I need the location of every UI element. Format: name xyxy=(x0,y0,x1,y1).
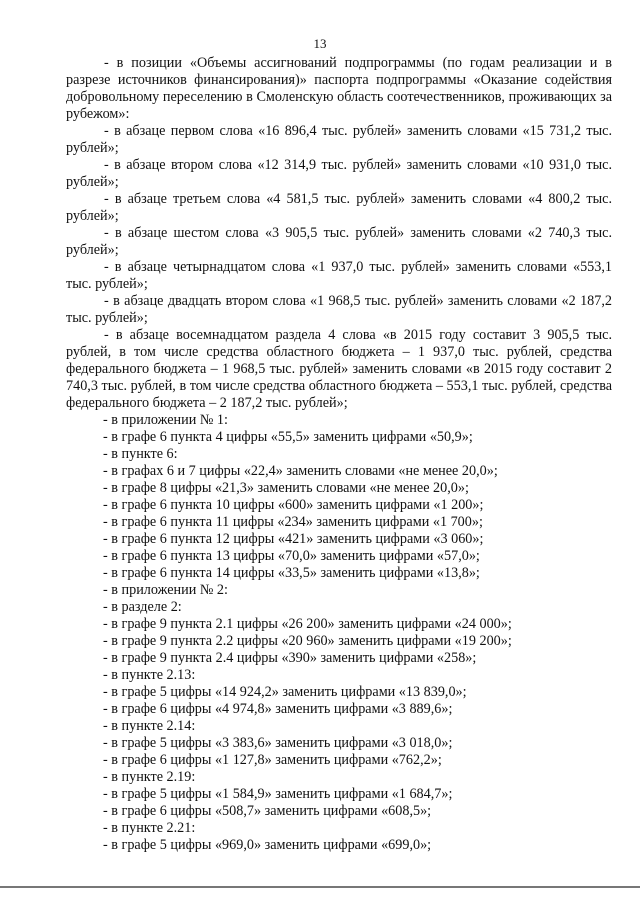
paragraph-abzac-2: - в абзаце втором слова «12 314,9 тыс. рублей» заменить словами «10 931,0 тыс. рублей»; xyxy=(66,157,612,190)
list-item: - в графах 6 и 7 цифры «22,4» заменить словами «не менее 20,0»; xyxy=(103,463,498,479)
page-number: 13 xyxy=(313,36,327,51)
list-item: - в пункте 2.13: xyxy=(103,667,196,683)
paragraph-section-4: - в абзаце восемнадцатом раздела 4 слова «в 2015 году составит 3 905,5 тыс. рублей, в том числе средства областного бюджета – 1 937,0 тыс. рублей, средства федерального бюджета – 1 968,5 тыс. рублей» заменить словами «в 2015 году составит 2 740,3 тыс. рублей, в том числе средства областного бюджета – 553,1 тыс. рублей, средства федерального бюджета – 2 187,2 тыс. рублей»; xyxy=(66,327,612,411)
paragraph-abzac-6: - в абзаце шестом слова «3 905,5 тыс. рублей» заменить словами «2 740,3 тыс. рублей»; xyxy=(66,225,612,258)
list-item: - в графе 5 цифры «3 383,6» заменить цифрами «3 018,0»; xyxy=(103,735,453,751)
paragraph-section-allocations: - в позиции «Объемы ассигнований подпрограммы (по годам реализации и в разрезе источников финансирования)» паспорта подпрограммы «Оказание содействия добровольному переселению в Смоленскую область соотечественников, проживающих за рубежом»: xyxy=(66,55,612,122)
list-item: - в графе 6 цифры «508,7» заменить цифрами «608,5»; xyxy=(103,803,432,819)
paragraph-abzac-22: - в абзаце двадцать втором слова «1 968,5 тыс. рублей» заменить словами «2 187,2 тыс. рублей»; xyxy=(66,293,612,326)
list-item: - в графе 5 цифры «969,0» заменить цифрами «699,0»; xyxy=(103,837,432,853)
list-item: - в пункте 2.19: xyxy=(103,769,196,785)
list-item: - в графе 8 цифры «21,3» заменить словами «не менее 20,0»; xyxy=(103,480,469,496)
list-item: - в графе 6 пункта 13 цифры «70,0» заменить цифрами «57,0»; xyxy=(103,548,480,564)
list-item: - в графе 6 пункта 10 цифры «600» заменить цифрами «1 200»; xyxy=(103,497,484,513)
paragraph-abzac-1: - в абзаце первом слова «16 896,4 тыс. рублей» заменить словами «15 731,2 тыс. рублей»; xyxy=(66,123,612,156)
list-item: - в графе 9 пункта 2.1 цифры «26 200» заменить цифрами «24 000»; xyxy=(103,616,512,632)
paragraph-abzac-3: - в абзаце третьем слова «4 581,5 тыс. рублей» заменить словами «4 800,2 тыс. рублей»; xyxy=(66,191,612,224)
list-item: - в графе 6 пункта 4 цифры «55,5» заменить цифрами «50,9»; xyxy=(103,429,473,445)
list-item: - в графе 6 пункта 14 цифры «33,5» заменить цифрами «13,8»; xyxy=(103,565,480,581)
list-item: - в пункте 2.21: xyxy=(103,820,196,836)
list-item: - в графе 9 пункта 2.2 цифры «20 960» заменить цифрами «19 200»; xyxy=(103,633,512,649)
list-item: - в графе 9 пункта 2.4 цифры «390» заменить цифрами «258»; xyxy=(103,650,477,666)
list-item: - в графе 5 цифры «14 924,2» заменить цифрами «13 839,0»; xyxy=(103,684,467,700)
list-item: - в графе 6 пункта 12 цифры «421» заменить цифрами «3 060»; xyxy=(103,531,484,547)
list-item: - в графе 6 цифры «1 127,8» заменить цифрами «762,2»; xyxy=(103,752,442,768)
page-edge-divider xyxy=(0,886,640,888)
list-item: - в пункте 2.14: xyxy=(103,718,196,734)
paragraph-abzac-14: - в абзаце четырнадцатом слова «1 937,0 тыс. рублей» заменить словами «553,1 тыс. рублей»; xyxy=(66,259,612,292)
list-item: - в разделе 2: xyxy=(103,599,182,615)
list-item: - в приложении № 1: xyxy=(103,412,228,428)
document-body xyxy=(66,55,612,854)
list-item: - в пункте 6: xyxy=(103,446,178,462)
list-item: - в графе 6 пункта 11 цифры «234» заменить цифрами «1 700»; xyxy=(103,514,483,530)
list-item: - в графе 5 цифры «1 584,9» заменить цифрами «1 684,7»; xyxy=(103,786,453,802)
list-item: - в приложении № 2: xyxy=(103,582,228,598)
list-item: - в графе 6 цифры «4 974,8» заменить цифрами «3 889,6»; xyxy=(103,701,453,717)
